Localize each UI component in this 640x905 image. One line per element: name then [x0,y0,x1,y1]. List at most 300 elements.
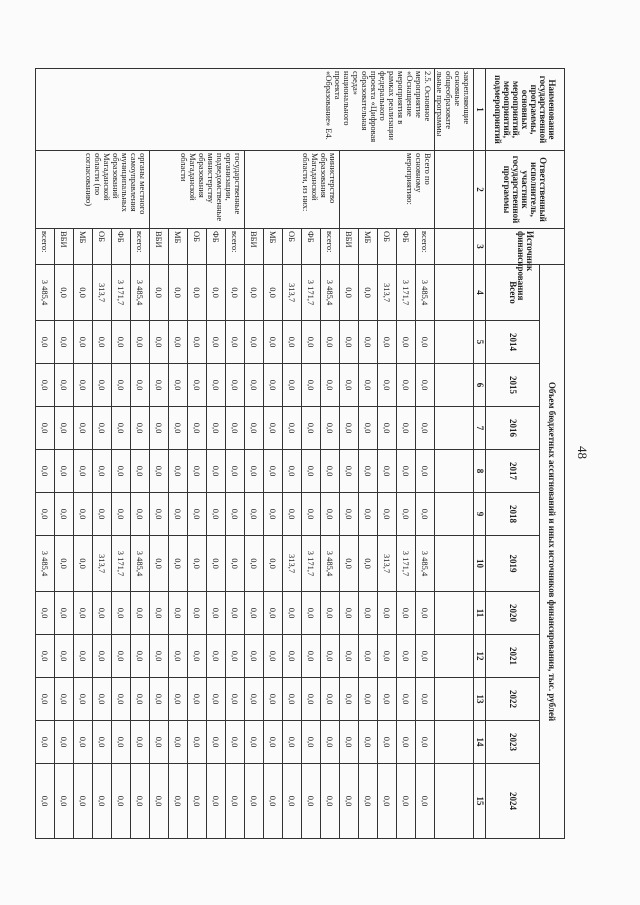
budget-value: 0,0 [74,450,93,493]
budget-value: 0,0 [188,265,207,321]
table-row [226,69,245,839]
budget-value: 0,0 [207,265,226,321]
funding-source: ВБИ [245,229,264,265]
budget-value: 0,0 [74,764,93,839]
table-row [321,69,340,839]
budget-value: 0,0 [226,493,245,536]
year-header: 2020 [486,592,540,635]
budget-value: 0,0 [169,364,188,407]
header-source: Источник финансирования [486,229,565,265]
budget-value: 0,0 [169,265,188,321]
year-header: Всего [486,265,540,321]
budget-value: 0,0 [359,321,378,364]
column-number: 3 [474,229,486,265]
budget-value: 0,0 [321,721,340,764]
budget-value: 0,0 [302,493,321,536]
budget-value: 0,0 [74,407,93,450]
budget-value: 0,0 [302,364,321,407]
budget-value: 0,0 [188,536,207,592]
budget-value: 3 171,7 [397,536,416,592]
budget-value: 0,0 [93,764,112,839]
year-header: 2021 [486,635,540,678]
budget-value: 0,0 [359,536,378,592]
budget-value: 0,0 [245,321,264,364]
column-number: 11 [474,592,486,635]
budget-value: 0,0 [112,321,131,364]
budget-value: 0,0 [397,721,416,764]
budget-value: 3 485,4 [36,265,55,321]
budget-value: 0,0 [112,493,131,536]
budget-value: 0,0 [207,592,226,635]
column-number: 12 [474,635,486,678]
budget-value: 0,0 [397,493,416,536]
budget-value: 0,0 [188,764,207,839]
budget-value: 0,0 [321,592,340,635]
budget-value: 0,0 [340,321,359,364]
budget-value: 0,0 [283,635,302,678]
budget-value: 0,0 [169,536,188,592]
budget-value: 0,0 [169,592,188,635]
budget-value: 0,0 [150,407,169,450]
column-number: 2 [474,151,486,229]
budget-value: 0,0 [302,635,321,678]
budget-value: 0,0 [359,493,378,536]
budget-value: 0,0 [169,764,188,839]
budget-value: 0,0 [321,450,340,493]
budget-value: 0,0 [131,364,150,407]
budget-value: 0,0 [340,450,359,493]
budget-value: 0,0 [188,493,207,536]
funding-source: всего: [416,229,435,265]
header-executor: Ответственный исполнитель, участник государственной программы [486,151,565,229]
budget-value: 0,0 [359,678,378,721]
budget-value: 0,0 [340,721,359,764]
budget-value: 0,0 [150,364,169,407]
budget-value: 0,0 [416,407,435,450]
year-header: 2015 [486,364,540,407]
budget-value: 0,0 [55,721,74,764]
budget-value: 3 485,4 [36,536,55,592]
column-number: 6 [474,364,486,407]
budget-value: 0,0 [169,407,188,450]
budget-value: 0,0 [36,678,55,721]
budget-value: 3 485,4 [131,536,150,592]
budget-value: 0,0 [397,450,416,493]
budget-value: 0,0 [36,493,55,536]
budget-value: 0,0 [283,321,302,364]
budget-value: 0,0 [36,764,55,839]
budget-value: 3 171,7 [397,265,416,321]
budget-value: 0,0 [302,764,321,839]
budget-value: 313,7 [378,536,397,592]
budget-value: 0,0 [226,635,245,678]
budget-value: 0,0 [264,321,283,364]
budget-value: 0,0 [378,592,397,635]
funding-source: ВБИ [150,229,169,265]
budget-value: 0,0 [359,407,378,450]
budget-value: 0,0 [74,592,93,635]
column-number: 1 [474,69,486,151]
budget-value: 0,0 [169,678,188,721]
budget-value: 0,0 [378,678,397,721]
funding-source: МБ [169,229,188,265]
budget-value: 0,0 [226,721,245,764]
budget-value: 0,0 [245,536,264,592]
budget-value: 0,0 [36,407,55,450]
funding-source: ФБ [302,229,321,265]
budget-value: 0,0 [340,265,359,321]
budget-value: 0,0 [150,764,169,839]
budget-value: 0,0 [74,364,93,407]
budget-value: 0,0 [226,265,245,321]
budget-value: 0,0 [150,265,169,321]
column-number: 10 [474,536,486,592]
year-header: 2024 [486,764,540,839]
funding-source: МБ [74,229,93,265]
budget-value: 0,0 [245,721,264,764]
budget-value: 0,0 [302,407,321,450]
budget-value: 0,0 [416,592,435,635]
funding-source: ФБ [397,229,416,265]
column-number: 9 [474,493,486,536]
budget-value: 0,0 [397,407,416,450]
budget-value: 0,0 [245,450,264,493]
budget-value: 0,0 [74,265,93,321]
budget-value: 0,0 [397,635,416,678]
budget-value: 0,0 [378,635,397,678]
budget-value: 0,0 [378,321,397,364]
budget-value: 0,0 [36,321,55,364]
budget-value: 0,0 [264,635,283,678]
budget-value: 0,0 [264,407,283,450]
budget-value: 0,0 [245,265,264,321]
budget-value: 0,0 [131,450,150,493]
budget-value: 0,0 [245,364,264,407]
budget-value: 0,0 [283,592,302,635]
budget-value: 0,0 [359,450,378,493]
budget-value: 0,0 [55,493,74,536]
budget-value: 0,0 [397,592,416,635]
budget-value: 0,0 [169,635,188,678]
budget-value: 0,0 [264,450,283,493]
budget-value: 0,0 [283,764,302,839]
budget-value: 0,0 [131,592,150,635]
budget-value: 0,0 [169,321,188,364]
column-number: 7 [474,407,486,450]
budget-value: 0,0 [74,493,93,536]
budget-value: 0,0 [207,321,226,364]
budget-value: 0,0 [36,635,55,678]
continued-text: закрепляющие основные общеобразовате льные программы [435,69,474,151]
budget-value: 0,0 [93,592,112,635]
budget-value: 0,0 [150,592,169,635]
budget-value: 0,0 [207,450,226,493]
budget-value: 0,0 [340,635,359,678]
budget-value: 0,0 [397,678,416,721]
budget-value: 0,0 [150,678,169,721]
budget-value: 0,0 [74,321,93,364]
budget-value: 0,0 [169,450,188,493]
budget-value: 0,0 [226,764,245,839]
budget-value: 0,0 [416,721,435,764]
budget-value: 0,0 [188,364,207,407]
executor-name: Всего по основному мероприятию: [340,151,435,229]
budget-value: 0,0 [207,678,226,721]
year-header: 2018 [486,493,540,536]
budget-value: 0,0 [416,493,435,536]
budget-value: 0,0 [112,635,131,678]
funding-source: ВБИ [340,229,359,265]
budget-value: 0,0 [226,321,245,364]
funding-source: МБ [359,229,378,265]
budget-value: 0,0 [264,678,283,721]
column-number: 4 [474,265,486,321]
budget-value: 3 485,4 [321,265,340,321]
budget-value: 0,0 [378,493,397,536]
column-number: 15 [474,764,486,839]
budget-value: 313,7 [283,536,302,592]
budget-value: 0,0 [55,678,74,721]
funding-source: ОБ [378,229,397,265]
budget-value: 0,0 [397,321,416,364]
budget-value: 3 485,4 [321,536,340,592]
budget-value: 0,0 [112,364,131,407]
budget-value: 0,0 [55,407,74,450]
budget-value: 0,0 [283,678,302,721]
budget-value: 0,0 [207,493,226,536]
budget-value: 0,0 [36,721,55,764]
budget-value: 0,0 [245,764,264,839]
budget-value: 0,0 [55,764,74,839]
budget-value: 0,0 [188,635,207,678]
funding-source: всего: [36,229,55,265]
year-header: 2014 [486,321,540,364]
budget-value: 0,0 [36,450,55,493]
budget-value: 0,0 [150,321,169,364]
funding-source: ФБ [112,229,131,265]
budget-value: 0,0 [112,407,131,450]
budget-value: 0,0 [302,321,321,364]
budget-value: 0,0 [245,635,264,678]
funding-source: ВБИ [55,229,74,265]
funding-source: ОБ [283,229,302,265]
budget-value: 0,0 [283,450,302,493]
budget-value: 313,7 [378,265,397,321]
budget-value: 0,0 [397,364,416,407]
budget-value: 0,0 [264,592,283,635]
budget-value: 0,0 [188,321,207,364]
funding-source: всего: [321,229,340,265]
budget-value: 0,0 [131,721,150,764]
budget-value: 0,0 [112,592,131,635]
executor-name: министерство образования Магаданской области, из них: [245,151,340,229]
column-number: 5 [474,321,486,364]
budget-value: 0,0 [93,678,112,721]
budget-value: 0,0 [302,678,321,721]
budget-value: 0,0 [93,364,112,407]
budget-value: 0,0 [378,764,397,839]
column-number-row [474,69,486,839]
budget-value: 0,0 [150,721,169,764]
budget-value: 0,0 [226,678,245,721]
budget-value: 0,0 [416,764,435,839]
funding-source: всего: [131,229,150,265]
budget-value: 0,0 [131,407,150,450]
budget-value: 0,0 [416,321,435,364]
budget-value: 313,7 [93,265,112,321]
budget-value: 0,0 [340,592,359,635]
budget-value: 0,0 [131,678,150,721]
budget-value: 0,0 [340,536,359,592]
year-header: 2019 [486,536,540,592]
budget-value: 0,0 [264,764,283,839]
budget-value: 0,0 [359,364,378,407]
budget-value: 0,0 [112,450,131,493]
budget-value: 0,0 [74,635,93,678]
budget-value: 0,0 [36,592,55,635]
budget-value: 0,0 [226,407,245,450]
budget-value: 0,0 [283,493,302,536]
budget-value: 0,0 [283,364,302,407]
budget-value: 0,0 [188,678,207,721]
budget-value: 0,0 [321,407,340,450]
budget-value: 0,0 [340,764,359,839]
budget-value: 0,0 [397,764,416,839]
column-number: 8 [474,450,486,493]
budget-value: 0,0 [207,764,226,839]
budget-value: 0,0 [131,321,150,364]
budget-value: 0,0 [207,635,226,678]
budget-value: 0,0 [264,265,283,321]
budget-value: 0,0 [55,265,74,321]
budget-value: 0,0 [359,764,378,839]
budget-value: 3 485,4 [416,536,435,592]
table-body [36,69,474,839]
budget-value: 0,0 [321,364,340,407]
budget-value: 3 485,4 [416,265,435,321]
budget-value: 0,0 [55,450,74,493]
budget-value: 0,0 [74,536,93,592]
budget-value: 0,0 [207,364,226,407]
budget-value: 0,0 [321,321,340,364]
executor-name: органы местного самоуправления муниципальных образований Магаданской области (по согласованию) [36,151,150,229]
year-header: 2017 [486,450,540,493]
column-number: 13 [474,678,486,721]
budget-value: 0,0 [150,635,169,678]
budget-value: 0,0 [226,536,245,592]
budget-value: 0,0 [302,450,321,493]
budget-value: 0,0 [150,536,169,592]
budget-value: 0,0 [226,364,245,407]
budget-value: 0,0 [416,635,435,678]
budget-value: 0,0 [150,493,169,536]
budget-value: 0,0 [188,407,207,450]
budget-value: 0,0 [340,407,359,450]
funding-source: всего: [226,229,245,265]
budget-value: 0,0 [321,678,340,721]
header-name: Наименование государственной программы, основных мероприятий, мероприятий, подмероприятий [486,69,565,151]
budget-value: 0,0 [226,592,245,635]
budget-value: 0,0 [245,493,264,536]
budget-value: 0,0 [245,407,264,450]
budget-value: 0,0 [264,493,283,536]
budget-value: 0,0 [131,764,150,839]
budget-value: 0,0 [245,592,264,635]
rotated-page [40,68,565,838]
budget-value: 0,0 [112,764,131,839]
budget-value: 0,0 [55,536,74,592]
budget-value: 0,0 [245,678,264,721]
budget-value: 0,0 [131,493,150,536]
table-row [416,69,435,839]
funding-source: ОБ [188,229,207,265]
budget-value: 0,0 [378,364,397,407]
budget-value: 0,0 [93,721,112,764]
budget-value: 0,0 [188,721,207,764]
budget-value: 0,0 [378,721,397,764]
funding-source: МБ [264,229,283,265]
budget-value: 0,0 [55,321,74,364]
budget-value: 0,0 [321,764,340,839]
budget-value: 0,0 [359,721,378,764]
budget-value: 0,0 [378,450,397,493]
budget-value: 0,0 [283,407,302,450]
budget-value: 0,0 [264,364,283,407]
budget-value: 0,0 [264,721,283,764]
budget-value: 0,0 [321,635,340,678]
budget-value: 0,0 [359,265,378,321]
budget-value: 0,0 [93,635,112,678]
budget-value: 0,0 [188,450,207,493]
budget-value: 0,0 [131,635,150,678]
year-header: 2022 [486,678,540,721]
budget-value: 0,0 [93,493,112,536]
continued-row [435,69,474,839]
budget-value: 0,0 [207,721,226,764]
budget-value: 3 171,7 [302,265,321,321]
column-number: 14 [474,721,486,764]
budget-table [35,68,565,839]
budget-value: 313,7 [283,265,302,321]
budget-value: 0,0 [169,493,188,536]
budget-value: 3 171,7 [302,536,321,592]
budget-value: 0,0 [169,721,188,764]
budget-value: 3 171,7 [112,536,131,592]
budget-value: 3 171,7 [112,265,131,321]
budget-value: 0,0 [340,493,359,536]
budget-value: 0,0 [359,635,378,678]
funding-source: ОБ [93,229,112,265]
header-budget-title: Объем бюджетных ассигнований и иных источников финансирования, тыс. рублей [540,265,565,839]
budget-value: 0,0 [416,364,435,407]
year-header: 2016 [486,407,540,450]
budget-value: 0,0 [283,721,302,764]
budget-value: 313,7 [93,536,112,592]
budget-value: 0,0 [93,321,112,364]
budget-value: 0,0 [93,407,112,450]
budget-value: 0,0 [55,592,74,635]
executor-name: государственные организации, подведомственные министерству образования Магаданской области [150,151,245,229]
funding-source: ФБ [207,229,226,265]
budget-value: 0,0 [36,364,55,407]
table-row [131,69,150,839]
budget-value: 0,0 [264,536,283,592]
budget-value: 0,0 [74,678,93,721]
budget-value: 0,0 [302,592,321,635]
budget-value: 0,0 [226,450,245,493]
budget-value: 0,0 [55,364,74,407]
budget-value: 0,0 [207,536,226,592]
